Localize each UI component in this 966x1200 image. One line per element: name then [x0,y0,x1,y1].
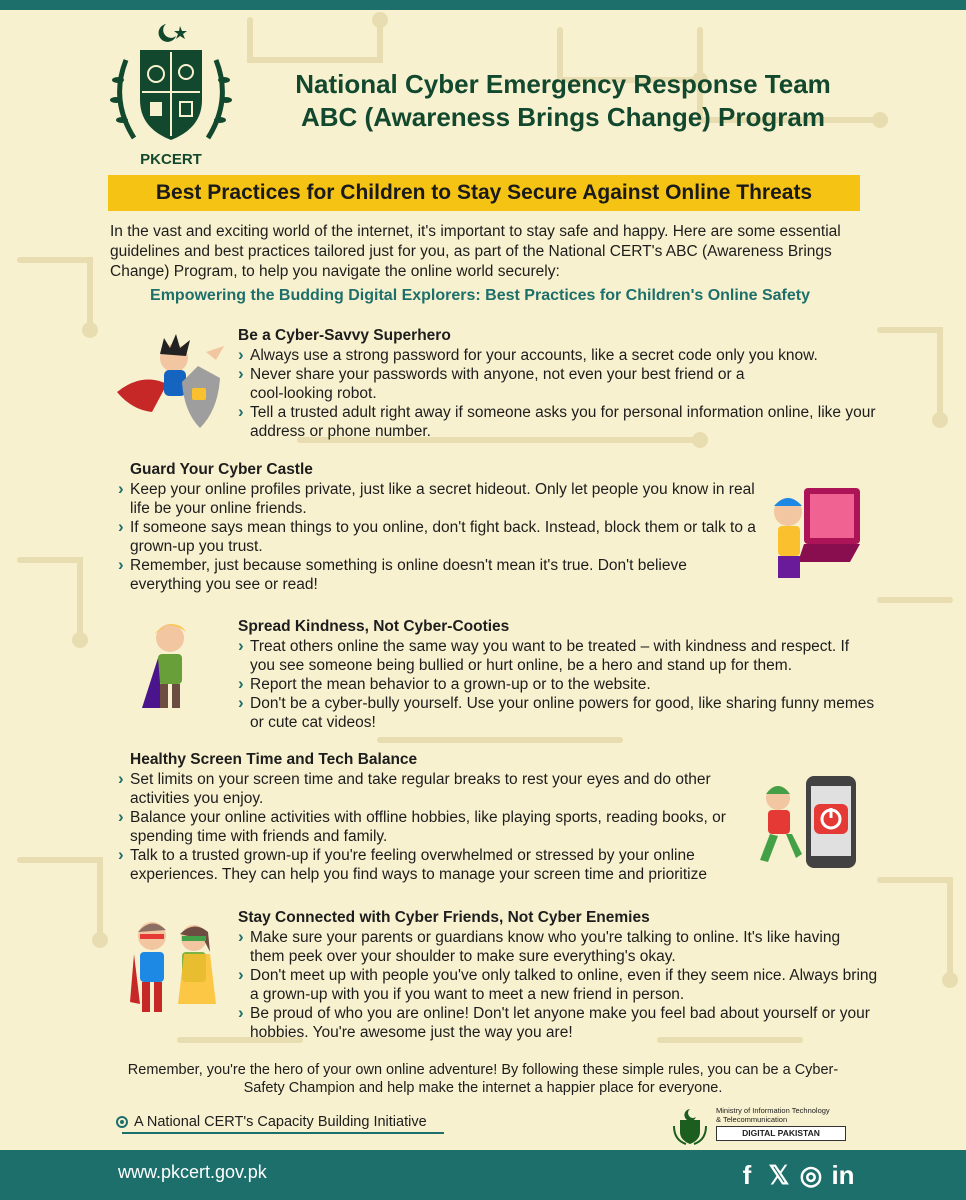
list-item: › Keep your online profiles private, just like a secret hideout. Only let people you know in real life be your online friends. [118,480,768,518]
initiative-underline [122,1132,444,1134]
instagram-icon[interactable]: ◎ [799,1159,823,1190]
list-item: › Set limits on your screen time and take regular breaks to rest your eyes and do other activities you enjoy. [118,770,748,808]
list-item: › Report the mean behavior to a grown-up or to the website. [238,675,878,694]
bullet-dot-icon [116,1116,128,1128]
list-item: › Tell a trusted adult right away if someone asks you for personal information online, like your address or phone number. [238,403,878,441]
kind-kid-illustration [138,618,198,714]
phone-kid-illustration [756,774,860,870]
list-item: › Never share your passwords with anyone, not even your best friend or a cool-looking robot. [238,365,780,403]
section-spread-kindness [238,617,878,732]
section-title: Stay Connected with Cyber Friends, Not Cyber Enemies [238,909,650,926]
website-link[interactable]: www.pkcert.gov.pk [118,1162,267,1182]
org-title-line2: ABC (Awareness Brings Change) Program [301,102,825,132]
list-item: › If someone says mean things to you online, don't fight back. Instead, block them or talk to a grown-up you trust. [118,518,768,556]
ministry-text [716,1106,830,1124]
list-item: › Talk to a trusted grown-up if you're feeling overwhelmed or stressed by your online experiences. They can help you find ways to manage your screen time and prioritize [118,846,748,884]
section-cyber-castle [118,460,768,594]
page-subtitle: Best Practices for Children to Stay Secure Against Online Threats [108,175,860,211]
tagline: Empowering the Budding Digital Explorers: Best Practices for Children's Online Safety [150,287,810,304]
section-title: Healthy Screen Time and Tech Balance [130,751,418,768]
section-title: Spread Kindness, Not Cyber-Cooties [238,618,510,635]
section-cyber-savvy [238,326,878,441]
org-title-line1: National Cyber Emergency Response Team [295,69,831,99]
list-item: › Don't meet up with people you've only talked to online, even if they seem nice. Always bring a grown-up with you if you want to meet a new friend in person. [238,966,878,1004]
footer-bar [0,1150,966,1200]
initiative-note [116,1114,427,1130]
logo-text: PKCERT [140,151,202,168]
list-item: › Remember, just because something is online doesn't mean it's true. Don't believe everything you see or read! [118,556,730,594]
section-title: Guard Your Cyber Castle [130,461,313,478]
cyber-friends-illustration [126,912,222,1016]
linkedin-icon[interactable]: in [831,1159,855,1190]
intro-paragraph: In the vast and exciting world of the internet, it's important to stay safe and happy. Here are some essential guidelines and best practices tailored just for you, as part of the National CERT's ABC (Awareness Brings Change) Program, to help you navigate the online world securely: [110,223,841,280]
list-item: › Make sure your parents or guardians know who you're talking to online. It's like having them peek over your shoulder to make sure everything's okay. [238,928,878,966]
list-item: › Don't be a cyber-bully yourself. Use your online powers for good, like sharing funny memes or cute cat videos! [238,694,878,732]
digital-pakistan-badge: DIGITAL PAKISTAN [716,1126,846,1141]
section-cyber-friends [238,908,878,1042]
ministry-block [670,1106,850,1146]
list-item: › Balance your online activities with offline hobbies, like playing sports, reading books, or spending time with friends and family. [118,808,748,846]
initiative-text: A National CERT's Capacity Building Initiative [134,1114,427,1130]
x-twitter-icon[interactable]: 𝕏 [768,1159,790,1190]
list-item: › Be proud of who you are online! Don't let anyone make you feel bad about yourself or your hobbies. You're awesome just the way you are! [238,1004,878,1042]
pkcert-logo [104,20,238,170]
pakistan-emblem-icon [670,1106,710,1146]
ministry-line2: & Telecommunication [716,1115,788,1124]
list-item: › Always use a strong password for your accounts, like a secret code only you know. [238,346,878,365]
section-title: Be a Cyber-Savvy Superhero [238,327,451,344]
closing-paragraph: Remember, you're the hero of your own online adventure! By following these simple rules, you can be a Cyber-Safety Champion and help make the internet a happier place for everyone. [127,1062,839,1096]
facebook-icon[interactable]: f [742,1159,752,1190]
section-screen-time [118,750,748,884]
ministry-line1: Ministry of Information Technology [716,1106,830,1115]
laptop-kid-illustration [764,482,864,582]
list-item: › Treat others online the same way you want to be treated – with kindness and respect. If you see someone being bullied or hurt online, be a hero and stand up for them. [238,637,878,675]
org-title [240,68,886,134]
social-links [734,1158,856,1192]
superhero-illustration [112,332,232,432]
